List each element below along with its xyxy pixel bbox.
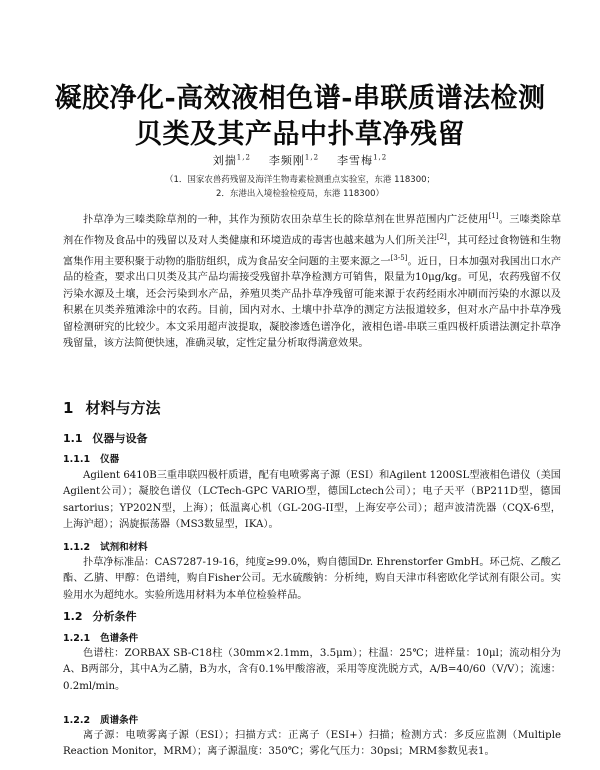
section-number: 1 xyxy=(63,399,74,417)
citation: [3-5] xyxy=(390,253,408,262)
intro-text: 。三嗪类除草剂在作物及食品中的残留以及对人类健康和环境造成的毒害也越来越为人们所关注 xyxy=(63,214,562,247)
intro-paragraph xyxy=(63,208,561,352)
subsubsection-heading xyxy=(63,712,138,726)
mass-spec-paragraph: 离子源：电喷雾离子源（ESI）；扫描方式：正离子（ESI+）扫描；检测方式：多反应监测（Multiple Reaction Monitor，MRM）；离子源温度：350℃；雾化气压力：30psi；MRM参数见表1。 xyxy=(63,730,561,758)
author-affiliation-mark: 1,2 xyxy=(236,153,251,162)
section-number: 1.2.1 xyxy=(63,633,91,644)
section-title: 材料与方法 xyxy=(85,399,161,417)
subsubsection-heading xyxy=(63,539,148,553)
section-heading xyxy=(63,397,160,418)
section-title: 仪器 xyxy=(100,454,120,465)
subsubsection-heading xyxy=(63,630,138,644)
section-number: 1.1.1 xyxy=(63,454,91,465)
subsection-heading xyxy=(63,430,148,446)
paper-title-line2: 贝类及其产品中扑草净残留 xyxy=(135,119,465,150)
author-name: 李频刚 xyxy=(268,154,305,167)
section-number: 1.2 xyxy=(63,610,83,623)
section-title: 试剂和材料 xyxy=(100,542,148,553)
intro-text: ，其可经过食物链和生物富集作用主要积聚于动物的脂肪组织，成为食品安全问题的主要来源之一 xyxy=(63,235,561,267)
author-affiliation-mark: 1,2 xyxy=(373,153,388,162)
section-number: 1.1.2 xyxy=(63,542,91,553)
author-list xyxy=(0,152,600,168)
affiliation-line: 2．东港出入境检验检疫局，东港 118300） xyxy=(215,189,385,199)
author-name: 刘揣 xyxy=(212,154,237,167)
author-affiliation-mark: 1,2 xyxy=(304,153,320,162)
section-title: 质谱条件 xyxy=(100,715,139,726)
section-title: 仪器与设备 xyxy=(92,432,148,445)
section-title: 分析条件 xyxy=(92,610,137,623)
section-number: 1.1 xyxy=(63,432,83,445)
section-title: 色谱条件 xyxy=(100,633,139,644)
intro-text: 扑草净为三嗪类除草剂的一种，其作为预防农田杂草生长的除草剂在世界范围内广泛使用 xyxy=(83,214,489,226)
chromatography-paragraph: 色谱柱：ZORBAX SB-C18柱（30mm×2.1mm，3.5μm）；柱温：25℃；进样量：10μl；流动相分为A、B两部分，其中A为乙腈，B为水，含有0.1%甲酸溶液，采用等度洗脱方式，A/B=40/60（V/V）；流速：0.2ml/min。 xyxy=(63,648,561,692)
author-name: 李雪梅 xyxy=(337,154,374,167)
citation: [1] xyxy=(488,212,499,220)
affiliation-line: （1．国家农兽药残留及海洋生物毒素检测重点实验室，东港 118300； xyxy=(164,175,436,185)
instruments-paragraph: Agilent 6410B三重串联四极杆质谱，配有电喷雾离子源（ESI）和Agilent 1200SL型液相色谱仪（美国Agilent公司）；凝胶色谱仪（LCTech-GPC VARIO型，德国Lctech公司）；电子天平（BP211D型，德国sartorius；YP202N型，上海）；低温离心机（GL-20G-II型，上海安亭公司）；超声波清洗器（CQX-6型，上海沪超）；涡旋振荡器（MS3数显型，IKA）。 xyxy=(63,470,561,531)
citation: [2] xyxy=(436,232,447,241)
paper-title-line1: 凝胶净化-高效液相色谱-串联质谱法检测 xyxy=(54,83,546,114)
intro-text: 。近日，日本加强对我国出口水产品的检查，要求出口贝类及其产品均需接受残留扑草净检测方可销售，限量为10μg/kg。可见，农药残留不仅污染水源及土壤，还会污染到水产品，养殖贝类产品扑草净残留可能来源于农药经雨水冲刷而污染的水源以及积累在贝类养殖滩涂中的农药。目前，国内对水、土壤中扑草净的测定方法报道较多，但对水产品中扑草净残留检测研究的比较少。本文采用超声波提取，凝胶渗透色谱净化，液相色谱-串联三重四极杆质谱法测定扑草净残留量，该方法简便快速，准确灵敏，定性定量分析取得满意效果。 xyxy=(63,255,562,350)
subsubsection-heading xyxy=(63,451,119,465)
section-number: 1.2.2 xyxy=(63,715,91,726)
subsection-heading xyxy=(63,608,137,624)
reagents-paragraph: 扑草净标准品：CAS7287-19-16，纯度≥99.0%，购自德国Dr. Ehrenstorfer GmbH。环己烷、乙酸乙酯、乙腈、甲醇：色谱纯，购自Fisher公司。无水硫酸钠：分析纯，购自天津市科密欧化学试剂有限公司。实验用水为超纯水。实验所选用材料为本单位检验样品。 xyxy=(63,557,561,601)
